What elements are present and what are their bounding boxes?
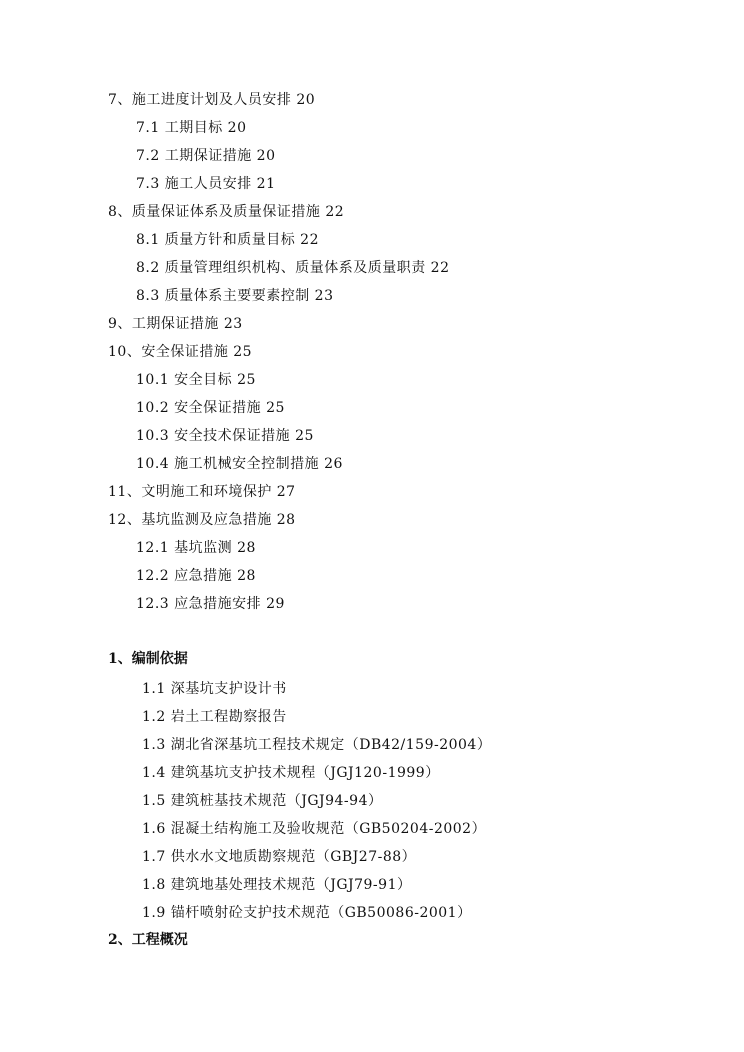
toc-entry: 12.1 基坑监测 28 <box>136 540 256 556</box>
toc-entry: 7.2 工期保证措施 20 <box>136 148 276 164</box>
toc-entry: 7.3 施工人员安排 21 <box>136 176 276 192</box>
table-of-contents <box>108 86 708 618</box>
reference-item: 1.7 供水水文地质勘察规范（GBJ27-88） <box>142 849 417 865</box>
section-compilation-basis <box>108 645 708 927</box>
reference-item: 1.8 建筑地基处理技术规范（JGJ79-91） <box>142 877 412 893</box>
toc-entry: 8.3 质量体系主要要素控制 23 <box>136 288 334 304</box>
section-heading: 2、工程概况 <box>108 932 188 948</box>
toc-entry: 10、安全保证措施 25 <box>108 344 253 360</box>
toc-entry: 7、施工进度计划及人员安排 20 <box>108 92 316 108</box>
section-heading: 1、编制依据 <box>108 651 188 667</box>
toc-entry: 10.1 安全目标 25 <box>136 372 256 388</box>
reference-item: 1.3 湖北省深基坑工程技术规定（DB42/159-2004） <box>142 737 492 753</box>
reference-item: 1.2 岩土工程勘察报告 <box>142 709 287 725</box>
toc-entry: 8.1 质量方针和质量目标 22 <box>136 232 319 248</box>
reference-item: 1.6 混凝土结构施工及验收规范（GB50204-2002） <box>142 821 487 837</box>
reference-item: 1.5 建筑桩基技术规范（JGJ94-94） <box>142 793 383 809</box>
toc-entry: 10.2 安全保证措施 25 <box>136 400 285 416</box>
toc-entry: 12、基坑监测及应急措施 28 <box>108 512 296 528</box>
reference-item: 1.1 深基坑支护设计书 <box>142 681 287 697</box>
section-project-overview <box>108 926 708 954</box>
toc-entry: 8、质量保证体系及质量保证措施 22 <box>108 204 345 220</box>
reference-item: 1.4 建筑基坑支护技术规程（JGJ120-1999） <box>142 765 440 781</box>
toc-entry: 12.3 应急措施安排 29 <box>136 596 285 612</box>
toc-entry: 11、文明施工和环境保护 27 <box>108 484 296 500</box>
toc-entry: 8.2 质量管理组织机构、质量体系及质量职责 22 <box>136 260 450 276</box>
toc-entry: 9、工期保证措施 23 <box>108 316 243 332</box>
toc-entry: 10.3 安全技术保证措施 25 <box>136 428 314 444</box>
toc-entry: 12.2 应急措施 28 <box>136 568 256 584</box>
toc-entry: 7.1 工期目标 20 <box>136 120 247 136</box>
reference-item: 1.9 锚杆喷射砼支护技术规范（GB50086-2001） <box>142 905 472 921</box>
toc-entry: 10.4 施工机械安全控制措施 26 <box>136 456 343 472</box>
